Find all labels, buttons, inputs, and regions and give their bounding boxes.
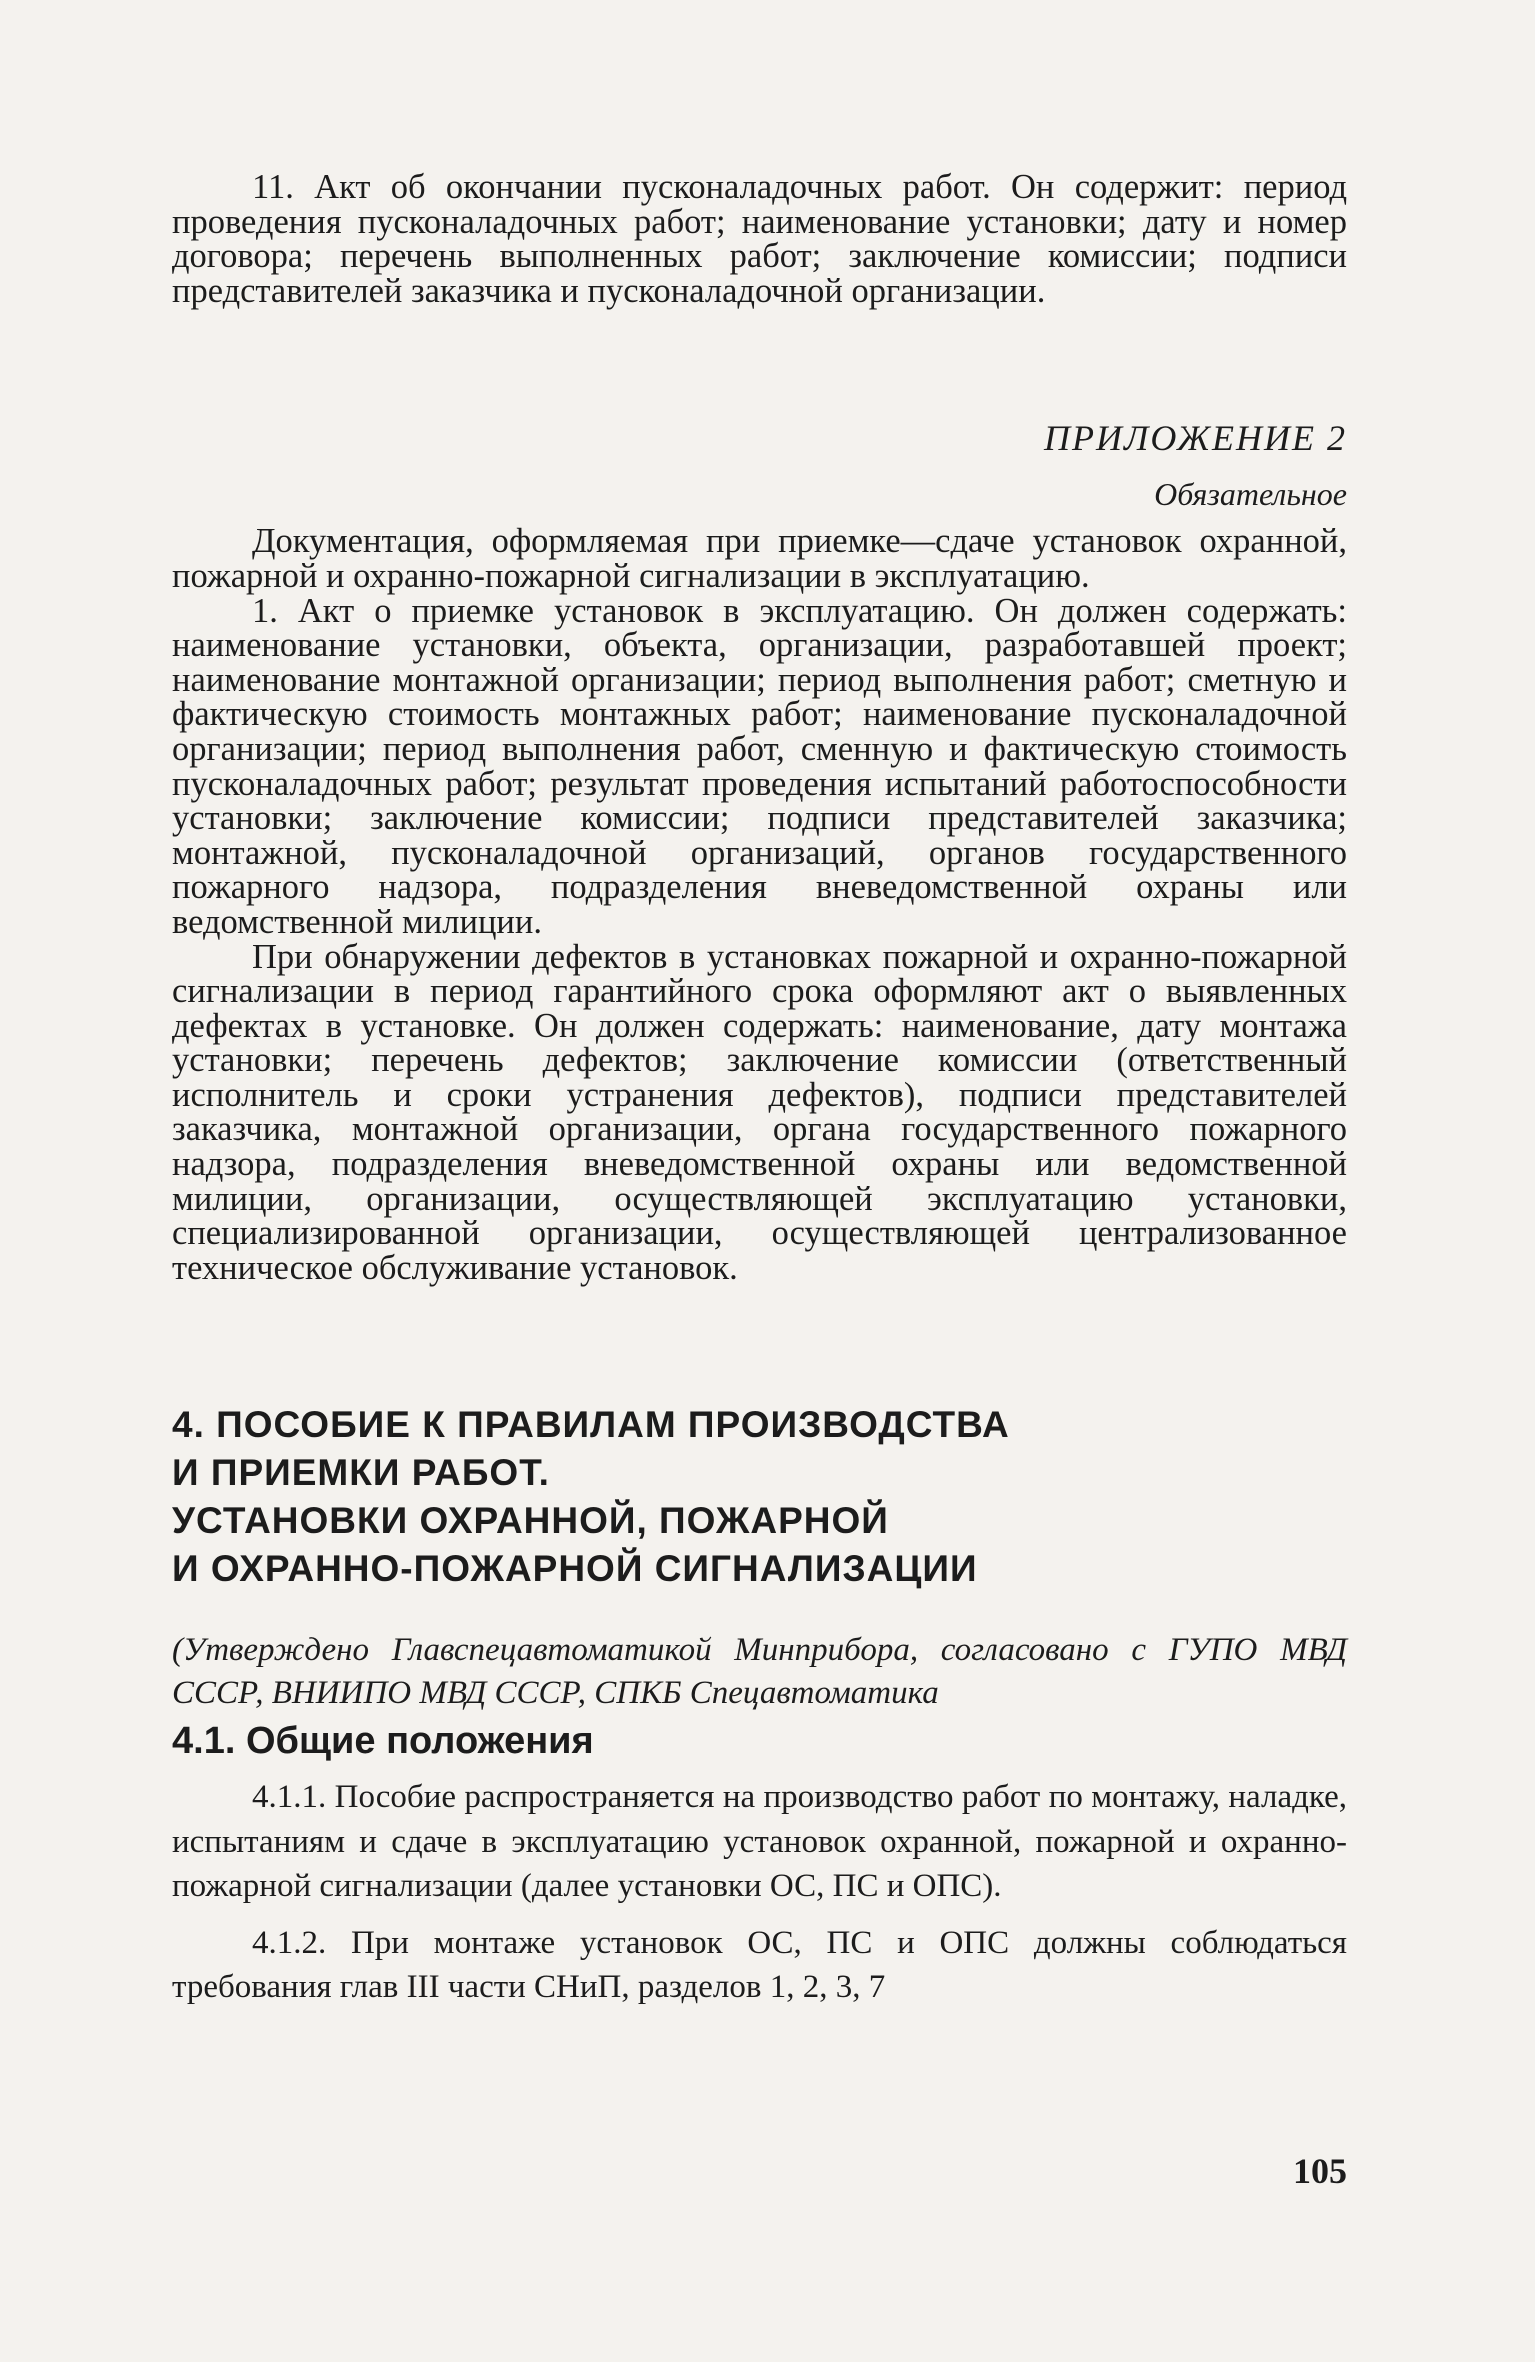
paragraph-11: 11. Акт об окончании пусконаладочных работ. Он содержит: период проведения пусконаладочных работ; наименование установки; дату и номер договора; перечень выполненных работ; заключение комиссии; подписи представителей заказчика и пусконаладочной организации. [172, 168, 1347, 310]
page-content [172, 170, 1347, 2010]
section-title-line-2: И ПРИЕМКИ РАБОТ. [172, 1452, 550, 1494]
section-title-line-4: И ОХРАННО-ПОЖАРНОЙ СИГНАЛИЗАЦИИ [172, 1548, 978, 1590]
approval-note: (Утверждено Главспецавтоматикой Минприбора, согласовано с ГУПО МВД СССР, ВНИИПО МВД СССР, СПКБ Спецавтоматика [172, 1632, 1347, 1712]
appendix-title: ПРИЛОЖЕНИЕ 2 [1044, 418, 1347, 459]
defects-paragraph: При обнаружении дефектов в установках пожарной и охранно-пожарной сигнализации в период гарантийного срока оформляют акт о выявленных дефектах в установке. Он должен содержать: наименование, дату монтажа установки; перечень дефектов; заключение комиссии (ответственный исполнитель и сроки устранения дефектов), подписи представителей заказчика, монтажной организации, органа государственного пожарного надзора, подразделения вневедомственной охраны или ведомственной милиции, организации, осуществляющей эксплуатацию установки, специализированной организации, осуществляющей централизованное техническое обслуживание установок. [172, 937, 1347, 1287]
appendix-subtitle: Обязательное [1154, 476, 1347, 513]
clause-4-1-2: 4.1.2. При монтаже установок ОС, ПС и ОПС должны соблюдаться требования глав III части СНиП, разделов 1, 2, 3, 7 [172, 1924, 1347, 2006]
subsection-title: 4.1. Общие положения [172, 1720, 594, 1763]
appendix-intro: Документация, оформляемая при приемке—сдаче установок охранной, пожарной и охранно-пожарной сигнализации в эксплуатацию. [172, 522, 1347, 595]
appendix-item-1: 1. Акт о приемке установок в эксплуатацию. Он должен содержать: наименование установки, объекта, организации, разработавшей проект; наименование монтажной организации; период выполнения работ; сметную и фактическую стоимость монтажных работ; наименование пусконаладочной организации; период выполнения работ, сменную и фактическую стоимость пусконаладочных работ; результат проведения испытаний работоспособности установки; заключение комиссии; подписи представителей заказчика; монтажной, пусконаладочной организаций, органов государственного пожарного надзора, подразделения вневедомственной охраны или ведомственной милиции. [172, 591, 1347, 941]
section-title [172, 1401, 1347, 1593]
clause-4-1-1: 4.1.1. Пособие распространяется на производство работ по монтажу, наладке, испытаниям и сдаче в эксплуатацию установок охранной, пожарной и охранно-пожарной сигнализации (далее установки ОС, ПС и ОПС). [172, 1779, 1347, 1905]
page-number: 105 [1293, 2151, 1347, 2191]
section-title-line-3: УСТАНОВКИ ОХРАННОЙ, ПОЖАРНОЙ [172, 1500, 889, 1542]
section-title-line-1: 4. ПОСОБИЕ К ПРАВИЛАМ ПРОИЗВОДСТВА [172, 1404, 1010, 1446]
